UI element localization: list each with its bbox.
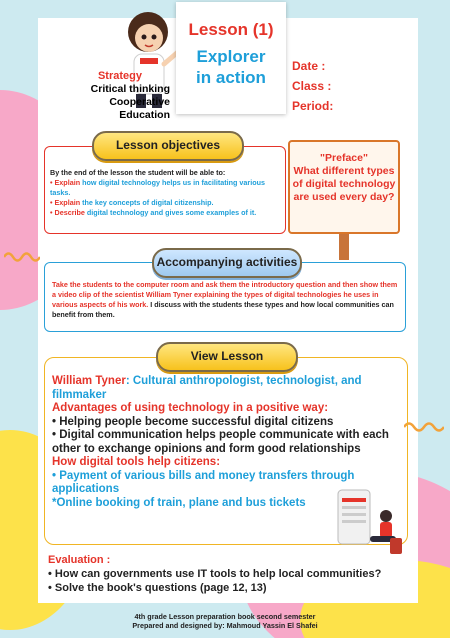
- preface-question: What different types of digital technology are used every day?: [292, 165, 396, 203]
- lesson-title-line1: Explorer: [196, 47, 266, 66]
- footer-line1: 4th grade Lesson preparation book second semester: [134, 612, 316, 621]
- footer-line2: Prepared and designed by: Mahmoud Yassin El Shafei: [132, 621, 318, 630]
- strategy-heading: Strategy: [97, 70, 142, 82]
- activities-text: Take the students to the computer room and ask them the introductory question and then show them a video clip of the scientist William Tyner explaining the types of digital technologies he uses in various aspects of his work. I discuss with the students these types and how local communities can benefit from them.: [52, 280, 398, 319]
- strategy-block: [60, 70, 170, 122]
- evaluation-item: • How can governments use IT tools to help local communities?: [48, 568, 382, 580]
- strategy-item: Critical thinking: [90, 83, 170, 95]
- advantage-item: • Helping people become successful digital citizens: [52, 415, 334, 428]
- footer: [0, 612, 450, 630]
- class-meta: [292, 56, 333, 116]
- advantages-heading: Advantages of using technology in a positive way:: [52, 402, 329, 414]
- evaluation-block: [48, 553, 408, 595]
- view-lesson-content: [52, 375, 402, 510]
- objectives-heading: Lesson objectives: [92, 131, 244, 161]
- evaluation-heading: Evaluation :: [48, 554, 111, 566]
- objective-item: • Explain the key concepts of digital citizenship.: [50, 198, 214, 207]
- tools-heading: How digital tools help citizens:: [52, 456, 221, 468]
- wavy-line-decoration: [4, 250, 40, 264]
- objectives-intro: By the end of the lesson the student will be able to:: [50, 168, 226, 177]
- wavy-line-decoration: [404, 420, 444, 434]
- objective-item: • Describe digital technology and gives some examples of it.: [50, 208, 257, 217]
- evaluation-item: • Solve the book's questions (page 12, 13): [48, 582, 267, 594]
- preface-sign: [288, 140, 400, 234]
- tool-item: • Payment of various bills and money transfers through applications: [52, 469, 355, 495]
- tool-item: *Online booking of train, plane and bus tickets: [52, 496, 306, 509]
- date-label: Date :: [292, 59, 326, 73]
- preface-label: "Preface": [320, 152, 368, 164]
- activities-heading: Accompanying activities: [152, 248, 302, 278]
- person-line: William Tyner: Cultural anthropologist, technologist, and filmmaker: [52, 375, 362, 401]
- objective-item: • Explain how digital technology helps us in facilitating various tasks.: [50, 178, 265, 197]
- objectives-text: [50, 168, 280, 218]
- lesson-number: Lesson (1): [188, 20, 274, 39]
- sign-post: [339, 232, 349, 260]
- lesson-title-line2: in action: [196, 68, 266, 87]
- period-label: Period:: [292, 99, 334, 113]
- strategy-item: Cooperative Education: [109, 96, 170, 121]
- class-label: Class :: [292, 79, 332, 93]
- advantage-item: • Digital communication helps people communicate with each other to exchange opinions and form good relationships: [52, 429, 389, 455]
- lesson-title-card: [176, 2, 286, 114]
- view-lesson-heading: View Lesson: [156, 342, 298, 372]
